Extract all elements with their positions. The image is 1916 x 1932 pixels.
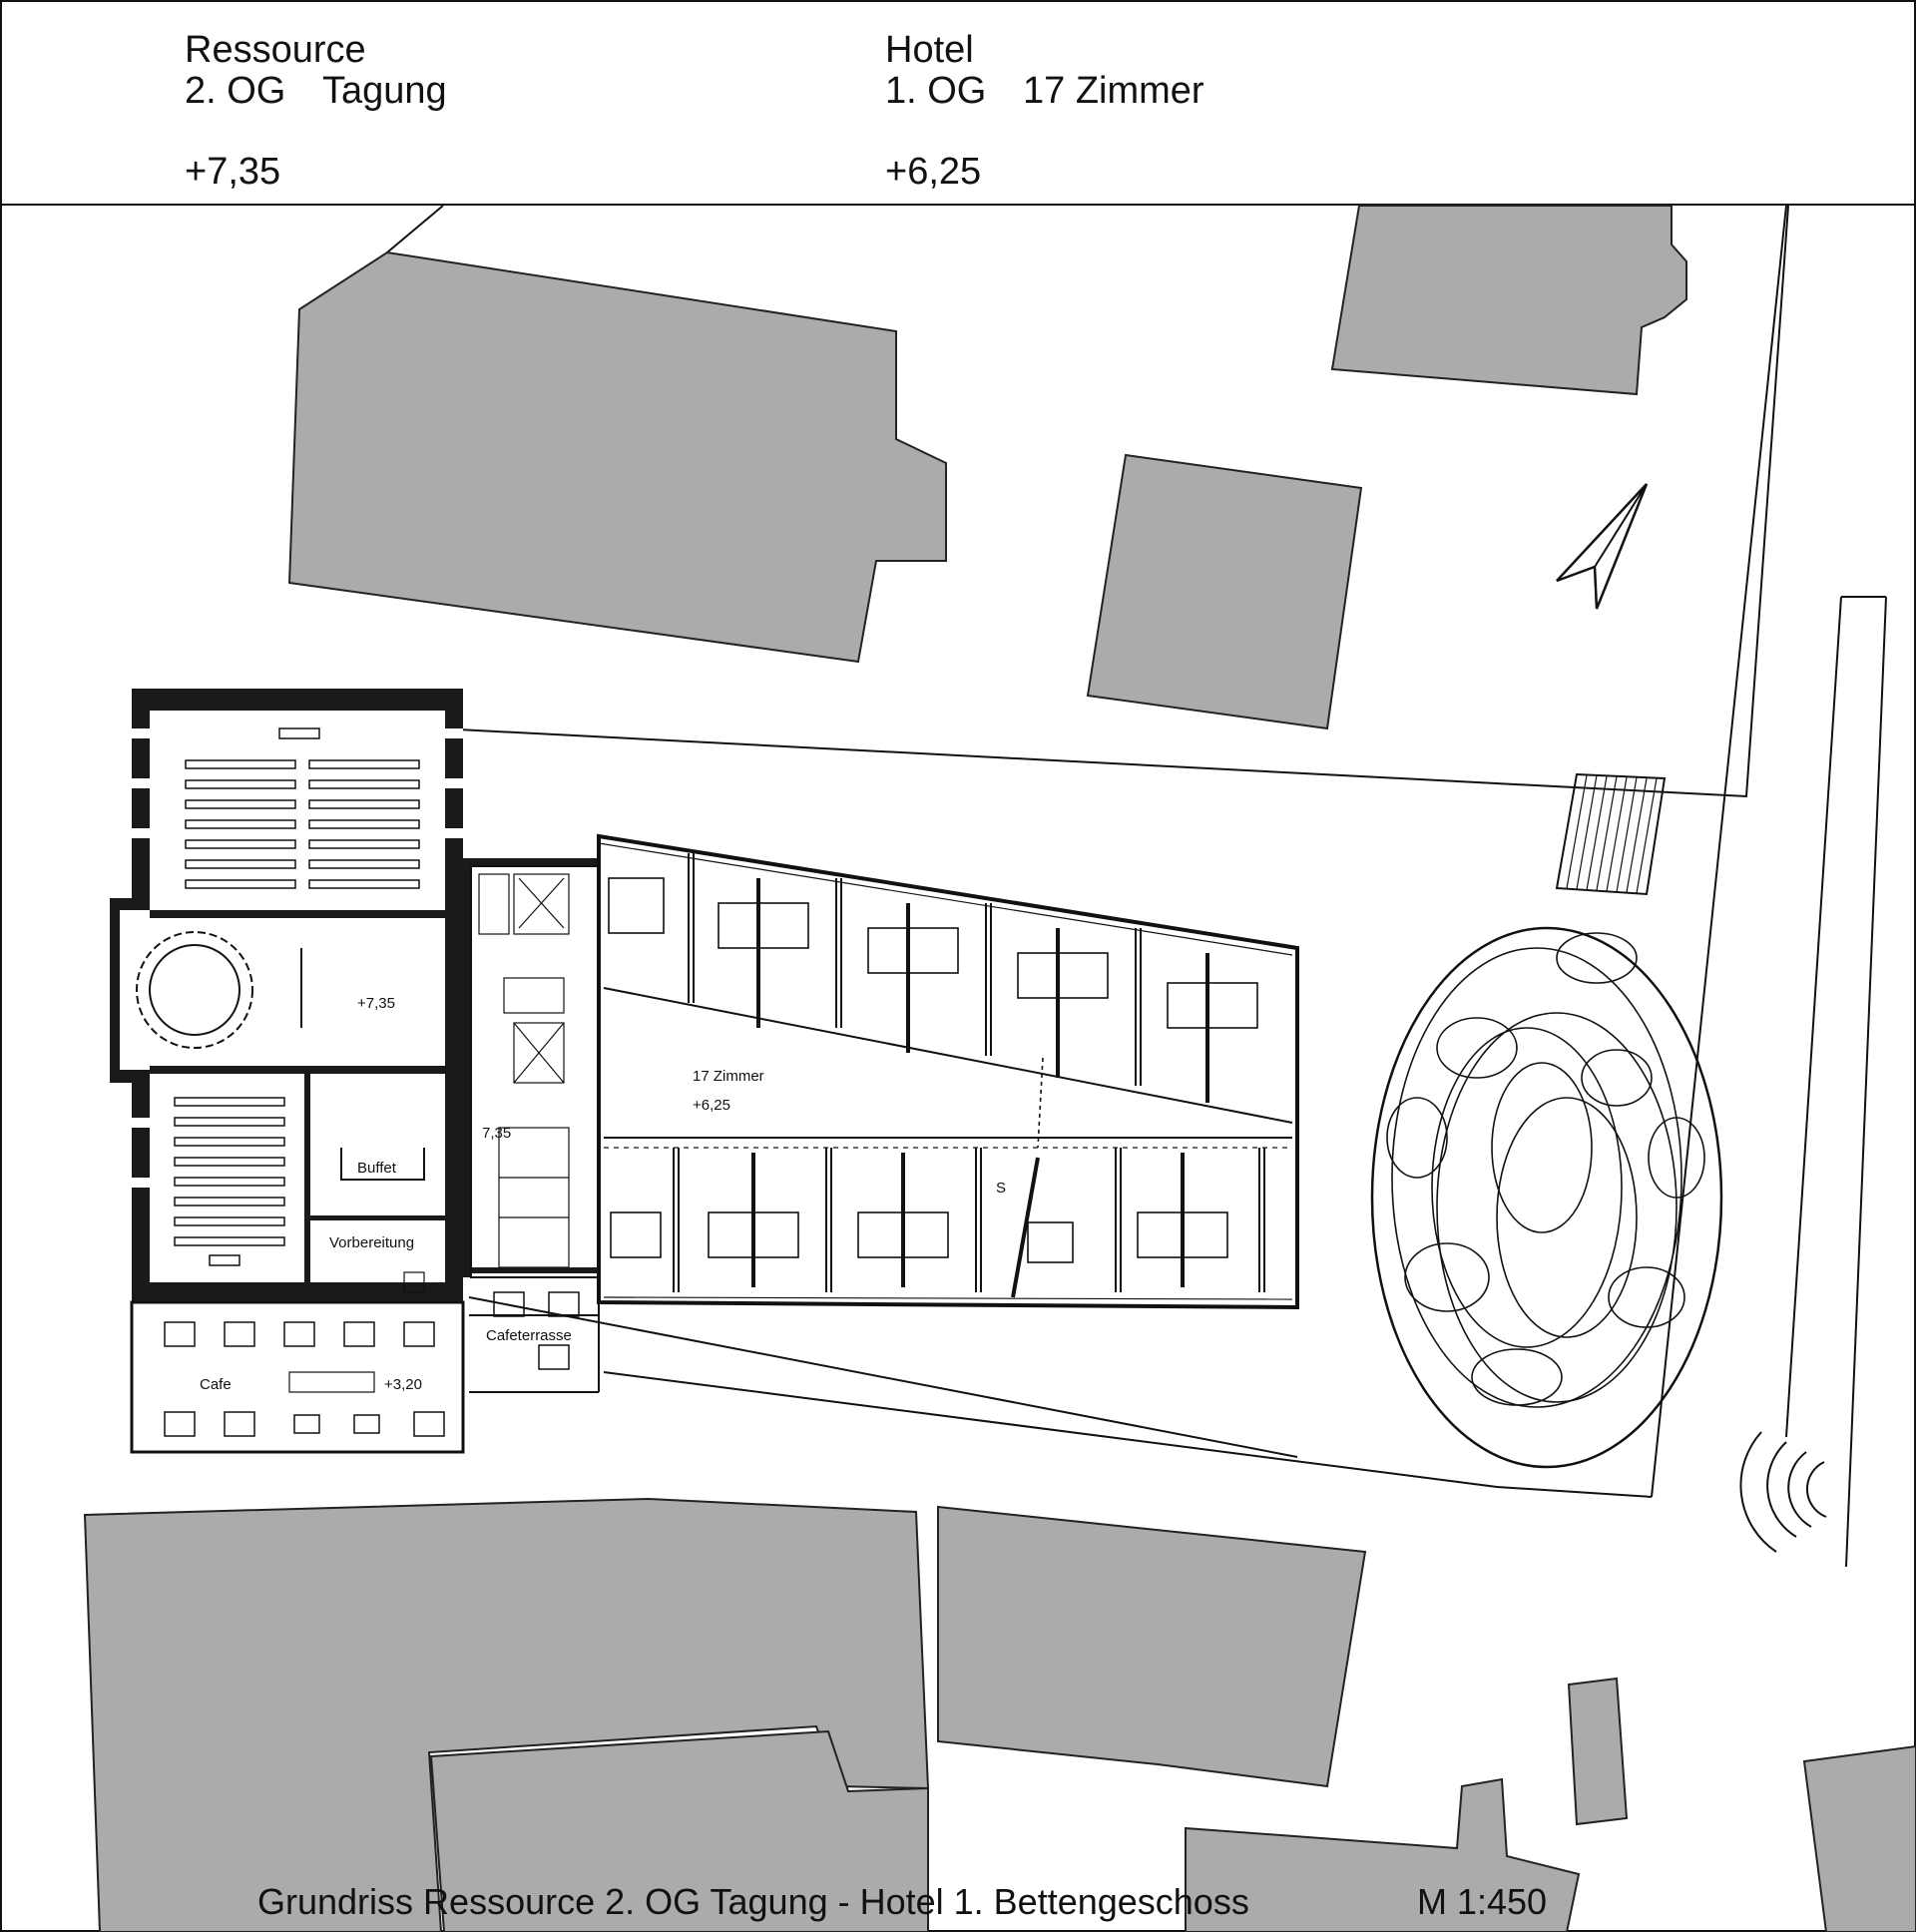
site-line: [604, 1372, 1497, 1487]
site-line: [469, 1297, 1297, 1457]
hotel-title: Hotel: [885, 29, 974, 71]
hotel-beds-south: [611, 1058, 1227, 1297]
stair-level-label: 7,35: [482, 1125, 512, 1142]
site-line: [1497, 1487, 1652, 1497]
ressource-title: Ressource: [185, 29, 366, 71]
site-line: [1786, 597, 1841, 1437]
plan-caption: Grundriss Ressource 2. OG Tagung - Hotel 1. Bettengeschoss: [257, 1881, 1249, 1922]
neighbor-building: [1088, 455, 1361, 728]
neighbor-building: [289, 252, 946, 662]
cafe: [132, 1277, 599, 1452]
neighbor-building: [1804, 1746, 1916, 1932]
prep-label: Vorbereitung: [329, 1234, 415, 1251]
hotel-name-label: 17 Zimmer: [693, 1068, 764, 1085]
hotel-level: +6,25: [885, 151, 982, 193]
s-room-label: S: [996, 1180, 1007, 1197]
site-line: [1846, 597, 1886, 1567]
core-block: [471, 866, 599, 1277]
neighbor-building: [1569, 1679, 1627, 1824]
amphitheatre: [1740, 1432, 1826, 1552]
tree-canopy: [1372, 928, 1721, 1467]
neighbor-building: [1332, 206, 1686, 394]
scale-label: M 1:450: [1417, 1881, 1548, 1922]
hotel-floor: 1. OG: [885, 70, 987, 112]
hall-level-label: +7,35: [357, 995, 395, 1012]
site-line: [1652, 206, 1786, 1497]
outdoor-stairs: [1557, 774, 1665, 894]
terrace-label: Cafeterrasse: [486, 1327, 572, 1344]
hotel-level-label: +6,25: [693, 1097, 730, 1114]
north-arrow-icon: [1557, 484, 1647, 609]
neighbor-building: [938, 1507, 1365, 1786]
cafe-tables: [165, 1292, 579, 1436]
ressource-floor: 2. OG: [185, 70, 286, 112]
site-line: [387, 206, 443, 252]
hotel-use: 17 Zimmer: [1023, 70, 1204, 112]
cafe-label: Cafe: [200, 1376, 232, 1393]
ressource-use: Tagung: [322, 70, 447, 112]
ressource-level: +7,35: [185, 151, 281, 193]
buffet-label: Buffet: [357, 1160, 396, 1177]
cafe-level-label: +3,20: [384, 1376, 422, 1393]
